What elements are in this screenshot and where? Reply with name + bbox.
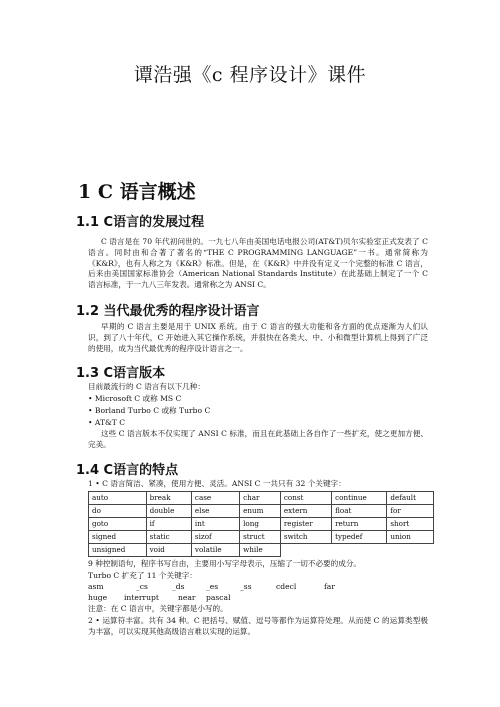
keyword-table <box>88 491 434 557</box>
table-cell: register <box>280 518 331 531</box>
turbo-keyword: _es <box>206 582 219 591</box>
paragraph-operators: 2 • 运算符丰富。共有 34 种。C 把括号、赋值、逗号等都作为运算符处理。从而使 C 的运算类型极为丰富，可以实现其他高级语言难以实现的运算。 <box>88 616 428 636</box>
chapter-heading: 1 C 语言概述 <box>78 181 196 203</box>
table-cell: short <box>387 518 434 531</box>
turbo-keywords-intro: Turbo C 扩充了 11 个关键字： <box>88 571 197 580</box>
table-cell: if <box>146 518 191 531</box>
table-cell: do <box>89 505 147 518</box>
turbo-keyword: _cs <box>136 582 148 591</box>
version-item-3: • AT&T C <box>88 418 126 427</box>
table-row <box>89 492 434 505</box>
table-cell: signed <box>89 531 147 544</box>
turbo-keyword: _ds <box>172 582 185 591</box>
table-row <box>89 505 434 518</box>
paragraph-modern: 早期的 C 语言主要是用于 UNIX 系统。由于 C 语言的强大功能和各方面的优点逐渐为人们认识，到了八十年代，C 开始进入其它操作系统，并很快在各类大、中、小和微型计算机上得到了广泛的使用，成为当代最优秀的程序设计语言之一。 <box>88 322 428 353</box>
table-cell <box>332 544 387 557</box>
table-cell: float <box>332 505 387 518</box>
table-cell: int <box>191 518 239 531</box>
table-cell <box>387 544 434 557</box>
table-cell: enum <box>240 505 281 518</box>
table-cell: break <box>146 492 191 505</box>
turbo-keyword: asm <box>88 582 104 591</box>
table-cell: switch <box>280 531 331 544</box>
table-row <box>89 518 434 531</box>
features-intro: 1 • C 语言简洁、紧凑，使用方便、灵活。ANSI C 一共只有 32 个关键字： <box>88 479 346 488</box>
table-cell: double <box>146 505 191 518</box>
table-cell: goto <box>89 518 147 531</box>
keyword-lowercase-note: 注意：在 C 语言中，关键字都是小写的。 <box>88 604 228 613</box>
table-row <box>89 544 434 557</box>
version-item-2: • Borland Turbo C 或称 Turbo C <box>88 406 211 415</box>
versions-tail: 这些 C 语言版本不仅实现了 ANSI C 标准，而且在此基础上各自作了一些扩充，使之更加方便、完美。 <box>88 429 428 449</box>
turbo-keyword: interrupt <box>124 593 159 602</box>
turbo-keyword: huge <box>88 593 108 602</box>
turbo-keyword: _ss <box>240 582 252 591</box>
versions-intro: 目前最流行的 C 语言有以下几种： <box>88 382 205 391</box>
table-cell: continue <box>332 492 387 505</box>
table-cell: extern <box>280 505 331 518</box>
version-item-1: • Microsoft C 或称 MS C <box>88 394 182 403</box>
paragraph-history: C 语言是在 70 年代初问世的。一九七八年由美国电话电报公司(AT&T)贝尔实验室正式发表了 C 语言。同时由和合著了著名的“THE C PROGRAMMING LANGUAGE”一书。通常简称为《K&R》，也有人称之为《K&R》标准。但是，在《K&R》中并没有定义一个完整的标准 C 语言，后来由美国国家标准协会（American National Standards Institute）在此基础上制定了一个 C 语言标准，于一九八三年发表。通常称之为 ANSI C。 <box>88 237 428 290</box>
table-cell: volatile <box>191 544 239 557</box>
table-cell: auto <box>89 492 147 505</box>
section-heading-1-3: 1.3 C语言版本 <box>76 366 166 381</box>
table-cell: for <box>387 505 434 518</box>
table-cell: typedef <box>332 531 387 544</box>
table-cell: default <box>387 492 434 505</box>
table-cell: union <box>387 531 434 544</box>
control-statements-line: 9 种控制语句，程序书写自由，主要用小写字母表示，压缩了一切不必要的成分。 <box>88 559 362 568</box>
turbo-keyword: pascal <box>206 593 231 602</box>
table-cell: static <box>146 531 191 544</box>
table-row <box>89 531 434 544</box>
document-title: 谭浩强《c 程序设计》课件 <box>133 64 367 86</box>
section-heading-1-1: 1.1 C语言的发展过程 <box>76 215 205 230</box>
table-cell: return <box>332 518 387 531</box>
turbo-keyword: far <box>324 582 335 591</box>
table-cell: char <box>240 492 281 505</box>
table-cell: sizof <box>191 531 239 544</box>
table-cell <box>280 544 331 557</box>
table-cell: void <box>146 544 191 557</box>
turbo-keyword: near <box>178 593 196 602</box>
table-cell: unsigned <box>89 544 147 557</box>
table-cell: const <box>280 492 331 505</box>
table-cell: case <box>191 492 239 505</box>
section-heading-1-2: 1.2 当代最优秀的程序设计语言 <box>76 304 260 319</box>
table-cell: else <box>191 505 239 518</box>
section-heading-1-4: 1.4 C语言的特点 <box>76 463 179 478</box>
turbo-keyword: cdecl <box>276 582 297 591</box>
table-cell: struct <box>240 531 281 544</box>
table-cell: while <box>240 544 281 557</box>
table-cell: long <box>240 518 281 531</box>
